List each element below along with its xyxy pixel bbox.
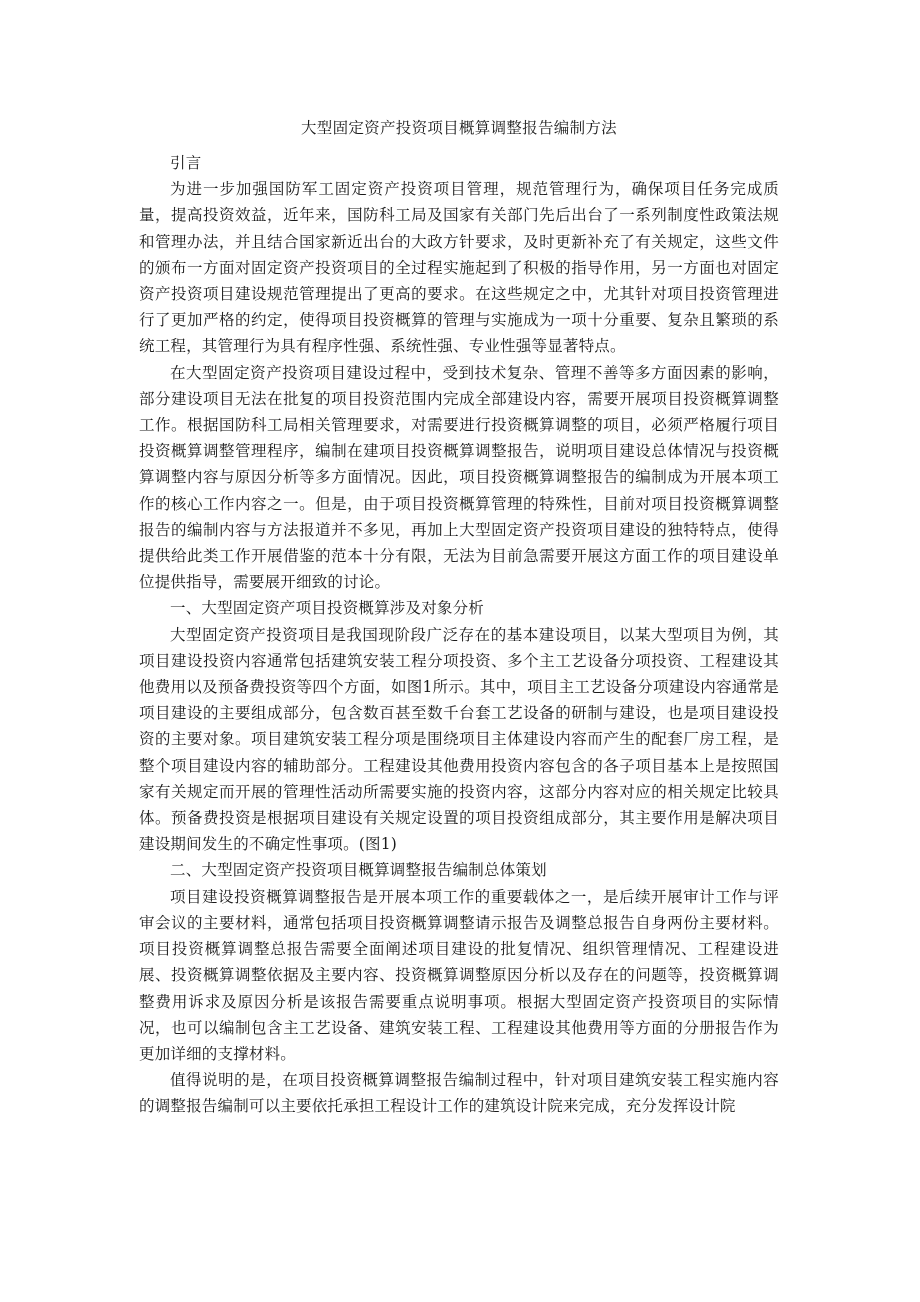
paragraph-3: 大型固定资产投资项目是我国现阶段广泛存在的基本建设项目，以某大型项目为例，其项目建设投资内容通常包括建筑安装工程分项投资、多个主工艺设备分项投资、工程建设其他费用以及预备费投资等四个方面，如图1所示。其中，项目主工艺设备分项建设内容通常是项目建设的主要组成部分，包含数百甚至数千台套工艺设备的研制与建设，也是项目建设投资的主要对象。项目建筑安装工程分项是围绕项目主体建设内容而产生的配套厂房工程，是整个项目建设内容的辅助部分。工程建设其他费用投资内容包含的各子项目基本上是按照国家有关规定而开展的管理性活动所需要实施的投资内容，这部分内容对应的相关规定比较具体。预备费投资是根据项目建设有关规定设置的项目投资组成部分，其主要作用是解决项目建设期间发生的不确定性事项。(图1) (139, 625, 779, 854)
section-heading-intro: 引言 (170, 154, 202, 172)
paragraph-2: 在大型固定资产投资项目建设过程中，受到技术复杂、管理不善等多方面因素的影响，部分建设项目无法在批复的项目投资范围内完成全部建设内容，需要开展项目投资概算调整工作。根据国防科工局相关管理要求，对需要进行投资概算调整的项目，必须严格履行项目投资概算调整管理程序，编制在建项目投资概算调整报告，说明项目建设总体情况与投资概算调整内容与原因分析等多方面情况。因此，项目投资概算调整报告的编制成为开展本项工作的核心工作内容之一。但是，由于项目投资概算管理的特殊性，目前对项目投资概算调整报告的编制内容与方法报道并不多见，再加上大型固定资产投资项目建设的独特特点，使得提供给此类工作开展借鉴的范本十分有限，无法为目前急需要开展这方面工作的项目建设单位提供指导，需要展开细致的讨论。 (139, 363, 779, 592)
paragraph-1: 为进一步加强国防军工固定资产投资项目管理，规范管理行为，确保项目任务完成质量，提高投资效益，近年来，国防科工局及国家有关部门先后出台了一系列制度性政策法规和管理办法，并且结合国家新近出台的大政方针要求，及时更新补充了有关规定，这些文件的颁布一方面对固定资产投资项目的全过程实施起到了积极的指导作用，另一方面也对固定资产投资项目建设规范管理提出了更高的要求。在这些规定之中，尤其针对项目投资管理进行了更加严格的约定，使得项目投资概算的管理与实施成为一项十分重要、复杂且繁琐的系统工程，其管理行为具有程序性强、系统性强、专业性强等显著特点。 (139, 180, 779, 356)
section-heading-1: 一、大型固定资产项目投资概算涉及对象分析 (170, 599, 485, 618)
paragraph-5: 值得说明的是，在项目投资概算调整报告编制过程中，针对项目建筑安装工程实施内容的调整报告编制可以主要依托承担工程设计工作的建筑设计院来完成，充分发挥设计院 (139, 1071, 779, 1116)
document-body (139, 150, 779, 1120)
document-title: 大型固定资产投资项目概算调整报告编制方法 (300, 119, 617, 137)
section-heading-2: 二、大型固定资产投资项目概算调整报告编制总体策划 (170, 861, 547, 880)
paragraph-4: 项目建设投资概算调整报告是开展本项工作的重要载体之一，是后续开展审计工作与评审会议的主要材料，通常包括项目投资概算调整请示报告及调整总报告自身两份主要材料。项目投资概算调整总报告需要全面阐述项目建设的批复情况、组织管理情况、工程建设进展、投资概算调整依据及主要内容、投资概算调整原因分析以及存在的问题等，投资概算调整费用诉求及原因分析是该报告需要重点说明事项。根据大型固定资产投资项目的实际情况，也可以编制包含主工艺设备、建筑安装工程、工程建设其他费用等方面的分册报告作为更加详细的支撑材料。 (139, 887, 779, 1063)
